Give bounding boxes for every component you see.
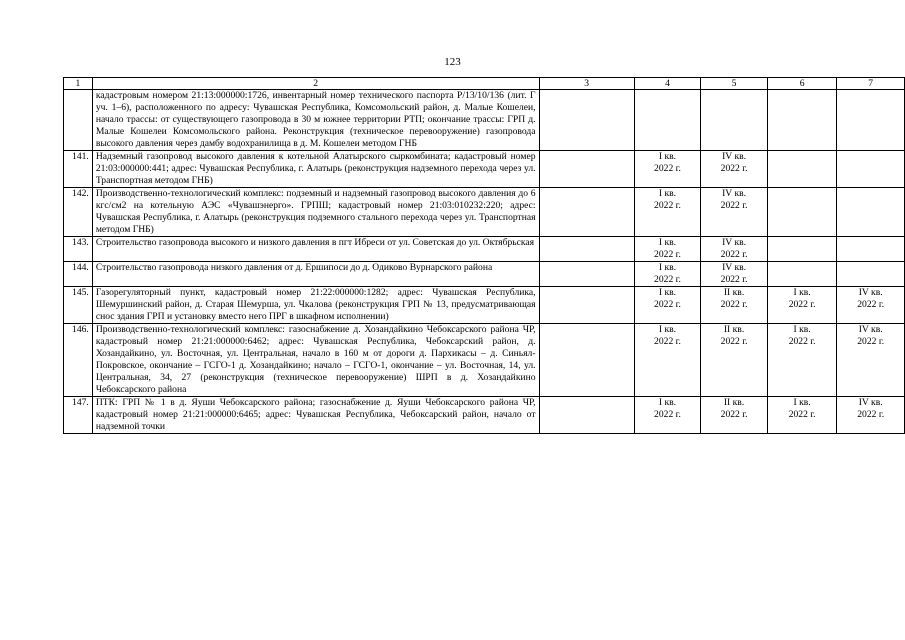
col3-cell — [539, 151, 634, 188]
column-number-row — [64, 78, 905, 90]
col3-cell — [539, 397, 634, 434]
object-description: Производственно-технологический комплекс: подземный и надземный газопровод высокого давления до 6 кгс/см2 на котельную АЭС «Чувашэнерго». ГРПШ; кадастровый номер 21:03:010232:220; адрес: Чувашская Республика, г. Алатырь (реконструкция подземного стального перехода через ул. Транспортная методом ГНБ) — [92, 188, 539, 237]
col6-cell: I кв. 2022 г. — [767, 324, 837, 397]
col7-cell: IV кв. 2022 г. — [837, 287, 905, 324]
col7-cell — [837, 237, 905, 262]
period-start-cell: I кв. 2022 г. — [634, 287, 701, 324]
table-row — [64, 397, 905, 434]
row-number: 144. — [64, 262, 93, 287]
col7-cell — [837, 90, 905, 151]
column-number: 5 — [701, 78, 768, 90]
col3-cell — [539, 90, 634, 151]
object-description: Строительство газопровода низкого давления от д. Ершипоси до д. Одиково Вурнарского района — [92, 262, 539, 287]
period-start-cell — [634, 90, 701, 151]
period-end-cell: II кв. 2022 г. — [701, 287, 768, 324]
row-number: 147. — [64, 397, 93, 434]
object-description: ПТК: ГРП № 1 в д. Яуши Чебоксарского района; газоснабжение д. Яуши Чебоксарского района ЧР, кадастровый номер 21:21:000000:6465; адрес: Чувашская Республика, Чебоксарский район, начало от надземной точки — [92, 397, 539, 434]
row-number: 143. — [64, 237, 93, 262]
col7-cell — [837, 262, 905, 287]
column-number: 7 — [837, 78, 905, 90]
object-description: кадастровым номером 21:13:000000:1726, инвентарный номер технического паспорта Р/13/10/136 (лит. Г уч. 1–6), расположенного по адресу: Чувашская Республика, Комсомольский район, д. Малые Кошелеи, начало трассы: от существующего газопровода в 30 м южнее территории РТП; окончание трассы: ГРП д. Малые Кошелеи Комсомольского района. Реконструкция (техническое перевооружение) газопровода высокого давления через дамбу водохранилища в д. М. Кошелеи методом ГНБ — [92, 90, 539, 151]
period-end-cell: IV кв. 2022 г. — [701, 188, 768, 237]
col6-cell — [767, 90, 837, 151]
table-row — [64, 188, 905, 237]
col7-cell — [837, 151, 905, 188]
period-end-cell — [701, 90, 768, 151]
col6-cell — [767, 151, 837, 188]
object-description: Надземный газопровод высокого давления к котельной Алатырского сыркомбината; кадастровый номер 21:03:000000:441; адрес: Чувашская Республика, г. Алатырь (реконструкция надземного перехода через ул. Транспортная методом ГНБ) — [92, 151, 539, 188]
row-number: 145. — [64, 287, 93, 324]
row-number: 142. — [64, 188, 93, 237]
row-number — [64, 90, 93, 151]
col7-cell — [837, 188, 905, 237]
row-number: 146. — [64, 324, 93, 397]
table-row — [64, 90, 905, 151]
object-description: Строительство газопровода высокого и низкого давления в пгт Ибреси от ул. Советская до ул. Октябрьская — [92, 237, 539, 262]
table-row — [64, 151, 905, 188]
column-number: 6 — [767, 78, 837, 90]
table-row — [64, 237, 905, 262]
col3-cell — [539, 262, 634, 287]
col6-cell: I кв. 2022 г. — [767, 287, 837, 324]
period-end-cell: IV кв. 2022 г. — [701, 262, 768, 287]
col3-cell — [539, 237, 634, 262]
period-start-cell: I кв. 2022 г. — [634, 188, 701, 237]
column-number: 3 — [539, 78, 634, 90]
col3-cell — [539, 188, 634, 237]
period-start-cell: I кв. 2022 г. — [634, 324, 701, 397]
schedule-table — [63, 77, 905, 434]
period-end-cell: II кв. 2022 г. — [701, 324, 768, 397]
period-start-cell: I кв. 2022 г. — [634, 262, 701, 287]
col6-cell — [767, 188, 837, 237]
col6-cell — [767, 237, 837, 262]
object-description: Газорегуляторный пункт, кадастровый номер 21:22:000000:1282; адрес: Чувашская Республика, Шемуршинский район, д. Старая Шемурша, ул. Чкалова (реконструкция ГРП № 13, предусматривающая снос здания ГРП и установку вместо него ПРГ в шкафном исполнении) — [92, 287, 539, 324]
period-start-cell: I кв. 2022 г. — [634, 151, 701, 188]
col3-cell — [539, 287, 634, 324]
period-start-cell: I кв. 2022 г. — [634, 237, 701, 262]
period-start-cell: I кв. 2022 г. — [634, 397, 701, 434]
table-row — [64, 287, 905, 324]
period-end-cell: IV кв. 2022 г. — [701, 237, 768, 262]
column-number: 1 — [64, 78, 93, 90]
column-number: 2 — [92, 78, 539, 90]
col7-cell: IV кв. 2022 г. — [837, 324, 905, 397]
table-row — [64, 324, 905, 397]
column-number: 4 — [634, 78, 701, 90]
page-number: 123 — [444, 56, 461, 68]
col7-cell: IV кв. 2022 г. — [837, 397, 905, 434]
col6-cell — [767, 262, 837, 287]
table-row — [64, 262, 905, 287]
col6-cell: I кв. 2022 г. — [767, 397, 837, 434]
period-end-cell: IV кв. 2022 г. — [701, 151, 768, 188]
object-description: Производственно-технологический комплекс: газоснабжение д. Хозандайкино Чебоксарского района ЧР, кадастровый номер 21:21:000000:6462; адрес: Чувашская Республика, Чебоксарский район, д. Хозандайкино, ул. Восточная, ул. Центральная, начало в 160 м от дороги д. Пархикасы – д. Синьял-Покровское, окончание – ГСГО-1 д. Хозандайкино; начало – ГСГО-1, окончание – ул. Восточная, 14, ул. Центральная, 34, 27 (реконструкция (техническое перевооружение) ШРП в д. Хозандайкино Чебоксарского района — [92, 324, 539, 397]
col3-cell — [539, 324, 634, 397]
table-body — [64, 78, 905, 434]
period-end-cell: II кв. 2022 г. — [701, 397, 768, 434]
row-number: 141. — [64, 151, 93, 188]
